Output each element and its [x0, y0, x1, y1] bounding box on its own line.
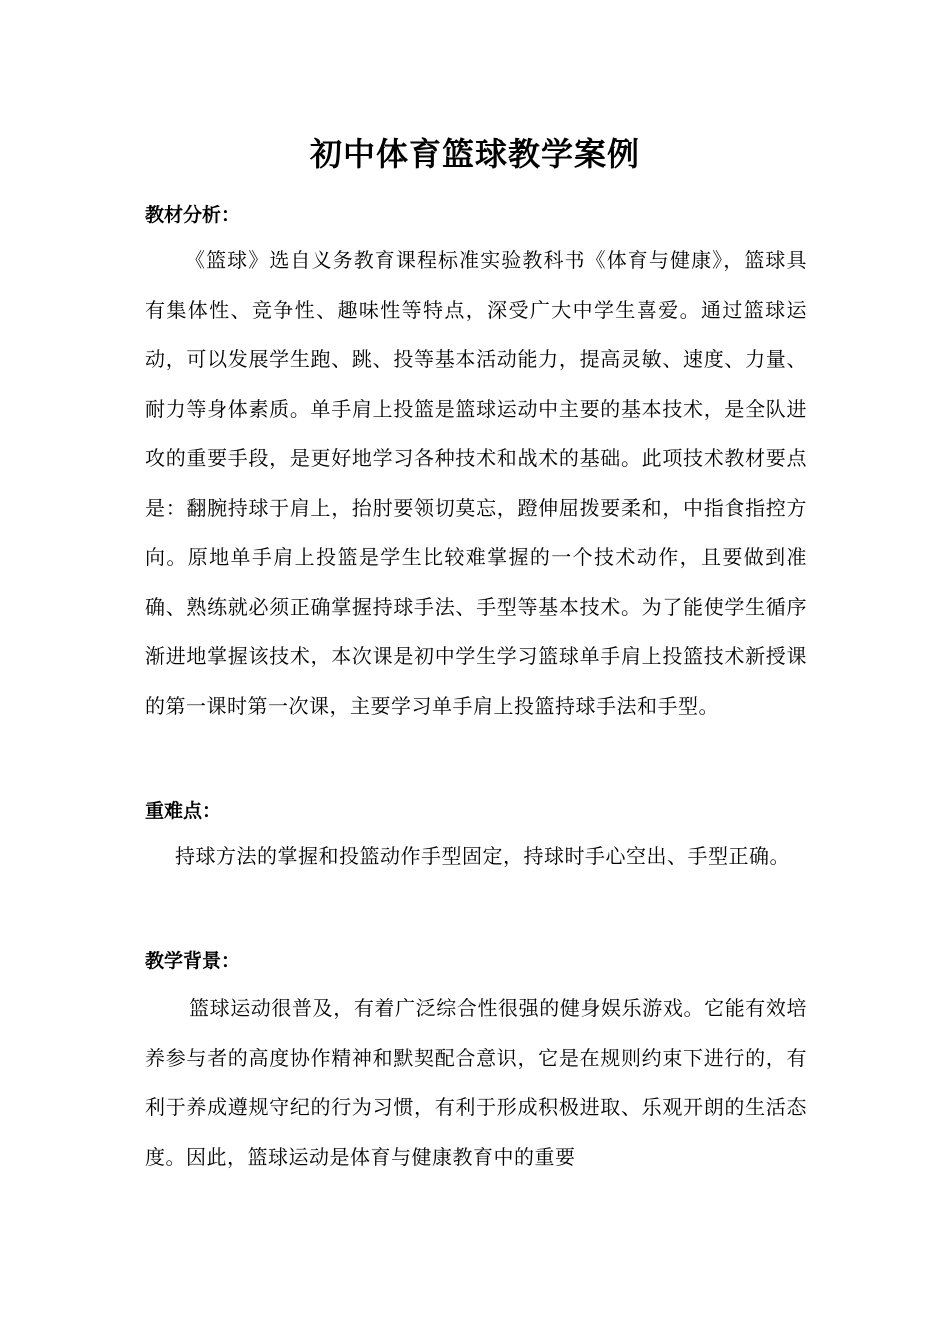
section-paragraph-key-difficulties: 持球方法的掌握和投篮动作手型固定，持球时手心空出、手型正确。	[175, 844, 790, 868]
section-paragraph-material-analysis: 《篮球》选自义务教育课程标准实验教科书《体育与健康》，篮球具有集体性、竞争性、趣味性等特点，深受广大中学生喜爱。通过篮球运动，可以发展学生跑、跳、投等基本活动能力，提高灵敏、速度、力量、耐力等身体素质。单手肩上投篮是篮球运动中主要的基本技术，是全队进攻的重要手段，是更好地学习各种技术和战术的基础。此项技术教材要点是：翻腕持球于肩上，抬肘要领切莫忘，蹬伸屈拨要柔和，中指食指控方向。原地单手肩上投篮是学生比较难掌握的一个技术动作，且要做到准确、熟练就必须正确掌握持球手法、手型等基本技术。为了能使学生循序渐进地掌握该技术，本次课是初中学生学习篮球单手肩上投篮技术新授课的第一课时第一次课，主要学习单手肩上投篮持球手法和手型。	[145, 248, 807, 718]
section-paragraph-teaching-background: 篮球运动很普及，有着广泛综合性很强的健身娱乐游戏。它能有效培养参与者的高度协作精神和默契配合意识，它是在规则约束下进行的，有利于养成遵规守纪的行为习惯，有利于形成积极进取、乐观开朗的生活态度。因此，篮球运动是体育与健康教育中的重要	[145, 996, 807, 1169]
section-heading-teaching-background: 教学背景：	[145, 950, 241, 972]
section-heading-material-analysis: 教材分析：	[145, 204, 241, 226]
document-title: 初中体育篮球教学案例	[309, 135, 640, 173]
section-heading-key-difficulties: 重难点：	[145, 800, 222, 822]
